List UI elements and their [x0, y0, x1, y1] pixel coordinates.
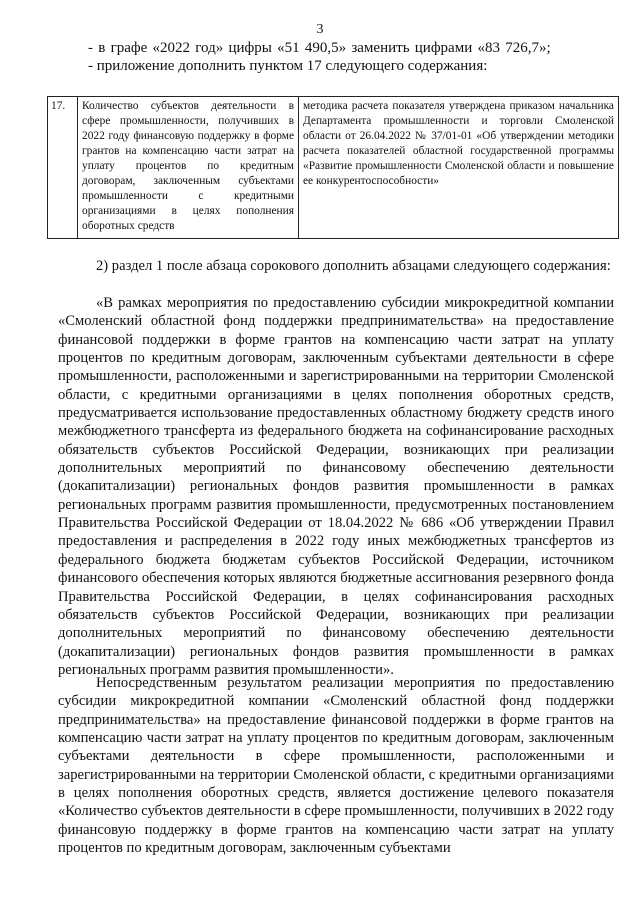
amendment-bullet-appendix: - приложение дополнить пунктом 17 следующего содержания:: [88, 58, 488, 74]
result-paragraph: Непосредственным результатом реализации мероприятия по предоставлению субсидии микрокредитной компании «Смоленский областной фонд поддержки предпринимательства» на предоставление финансовой поддержки в форме грантов на компенсацию части затрат на уплату процентов по кредитным договорам, заключенным субъектами деятельности в сфере промышленности, расположенными и зарегистрированными на территории Смоленской области, с кредитными организациями в целях пополнения оборотных средств, является достижение целевого показателя «Количество субъектов деятельности в сфере промышленности, получивших в 2022 году финансовую поддержку в форме грантов на компенсацию части затрат на уплату процентов по кредитным договорам, заключенным субъектами: [58, 675, 614, 857]
item-number-cell: 17.: [48, 97, 78, 239]
methodology-cell: методика расчета показателя утверждена приказом начальника Департамента промышленности и торговли Смоленской области от 26.04.2022 № 37/01-01 «Об утверждении методики расчета показателей областной государственной программы «Развитие промышленности Смоленской области и повышение ее конкурентоспособности»: [299, 97, 619, 239]
indicator-cell: Количество субъектов деятельности в сфере промышленности, получивших в 2022 году финансовую поддержку в форме грантов на компенсацию части затрат на уплату процентов по кредитным договорам, заключенным субъектами промышленности с кредитными организациями в целях пополнения оборотных средств: [78, 97, 299, 239]
quoted-paragraph: «В рамках мероприятия по предоставлению субсидии микрокредитной компании «Смоленский областной фонд поддержки предпринимательства» на предоставление финансовой поддержки в форме грантов на компенсацию части затрат на уплату процентов по кредитным договорам, заключенным субъектами деятельности в сфере промышленности, расположенными и зарегистрированными на территории Смоленской области, с кредитными организациями в целях пополнения оборотных средств, предусматривается использование предоставленных областному бюджету средств иного межбюджетного трансферта из федерального бюджета на софинансирование расходных обязательств субъектов Российской Федерации, возникающих при реализации дополнительных мероприятий по финансовому обеспечению деятельности (докапитализации) региональных фондов развития промышленности в рамках региональных программ развития промышленности, предусмотренных постановлением Правительства Российской Федерации от 18.04.2022 № 686 «Об утверждении Правил предоставления и распределения в 2022 году иных межбюджетных трансфертов из федерального бюджета бюджетам субъектов Российской Федерации, источником финансового обеспечения которых являются бюджетные ассигнования резервного фонда Правительства Российской Федерации, в целях софинансирования расходных обязательств субъектов Российской Федерации, возникающих при реализации дополнительных мероприятий по финансовому обеспечению деятельности (докапитализации) региональных фондов развития промышленности в рамках региональных программ развития промышленности».: [58, 295, 614, 678]
page-number: 3: [316, 22, 324, 37]
amendment-bullet-2022-figures: - в графе «2022 год» цифры «51 490,5» заменить цифрами «83 726,7»;: [88, 40, 551, 56]
section-intro-paragraph: 2) раздел 1 после абзаца сорокового дополнить абзацами следующего содержания:: [96, 258, 611, 274]
table-row: [48, 97, 619, 239]
result-paragraph-block: [58, 674, 614, 857]
section-intro-block: [58, 257, 614, 275]
quoted-paragraph-block: [58, 294, 614, 679]
appendix-item-table: [47, 96, 619, 239]
